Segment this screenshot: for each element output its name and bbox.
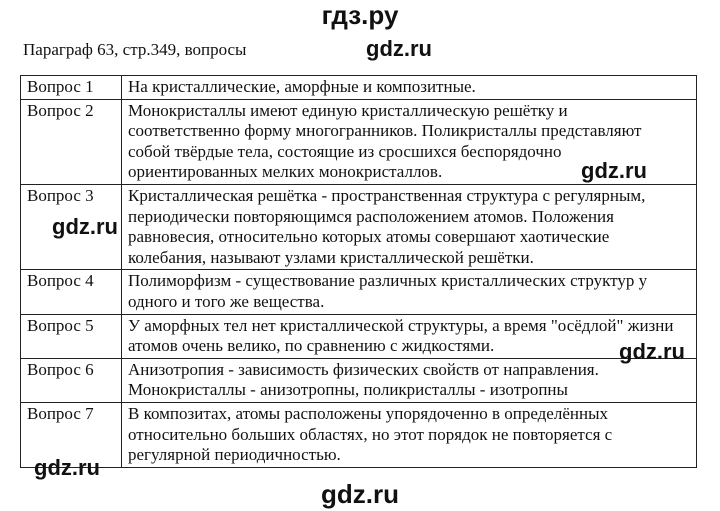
answer-line: ориентированных мелких монокристаллов. [128, 162, 443, 182]
question-label: Вопрос 3 [21, 184, 122, 269]
answer-cell [122, 358, 697, 402]
answer-line: Монокристаллы - анизотропны, поликристаллы - изотропны [128, 380, 568, 400]
answer-line: одного и того же вещества. [128, 291, 325, 311]
answer-cell [122, 76, 697, 100]
watermark-row-3: gdz.ru [52, 214, 118, 239]
answer-line: Монокристаллы имеют единую кристаллическую решётку и [128, 100, 568, 120]
site-watermark-top: гдз.ру [321, 0, 399, 30]
question-label: Вопрос 1 [21, 76, 122, 100]
answer-cell [122, 314, 697, 358]
watermark-row-6: gdz.ru [619, 339, 685, 364]
table-row [21, 76, 697, 100]
answer-cell [122, 402, 697, 467]
answer-line: собой твёрдые тела, состоящие из сросшихся беспорядочно [128, 141, 562, 161]
table-row [21, 358, 697, 402]
table-row [21, 402, 697, 467]
question-label: Вопрос 2 [21, 99, 122, 184]
answer-line: Анизотропия - зависимость физических свойств от направления. [128, 359, 599, 379]
answer-line: Кристаллическая решётка - пространственная структура с регулярным, [128, 185, 646, 205]
question-label: Вопрос 6 [21, 358, 122, 402]
answer-line: регулярной периодичностью. [128, 445, 341, 465]
site-watermark-bottom: gdz.ru [321, 479, 399, 509]
table-row [21, 184, 697, 269]
answer-line: атомов очень велико, по сравнению с жидкостями. [128, 336, 495, 356]
answer-line: Полиморфизм - существование различных кристаллических структур у [128, 271, 648, 291]
watermark-row-2: gdz.ru [581, 158, 647, 183]
page-heading: Параграф 63, стр.349, вопросы [23, 40, 247, 59]
table-row [21, 270, 697, 314]
answer-line: равновесия, относительно которых атомы совершают хаотические [128, 227, 610, 247]
answer-cell [122, 184, 697, 269]
answer-line: У аморфных тел нет кристаллической структуры, а время "осёдлой" жизни [128, 315, 674, 335]
answer-line: На кристаллические, аморфные и композитные. [128, 77, 476, 96]
table-row [21, 314, 697, 358]
question-label: Вопрос 5 [21, 314, 122, 358]
answer-line: периодически повторяющимся расположением атомов. Положения [128, 206, 614, 226]
answer-line: В композитах, атомы расположены упорядоченно в определённых [128, 403, 608, 423]
watermark-heading: gdz.ru [366, 36, 432, 61]
answer-line: относительно больших областях, но этот порядок не повторяется с [128, 424, 613, 444]
answer-cell [122, 270, 697, 314]
question-label: Вопрос 7 [21, 402, 122, 467]
answer-line: соответственно форму многогранников. Поликристаллы представляют [128, 121, 642, 141]
answer-line: колебания, называют узлами кристаллической решётки. [128, 247, 534, 267]
watermark-bottom-left: gdz.ru [34, 455, 100, 480]
answers-table [20, 75, 697, 468]
question-label: Вопрос 4 [21, 270, 122, 314]
